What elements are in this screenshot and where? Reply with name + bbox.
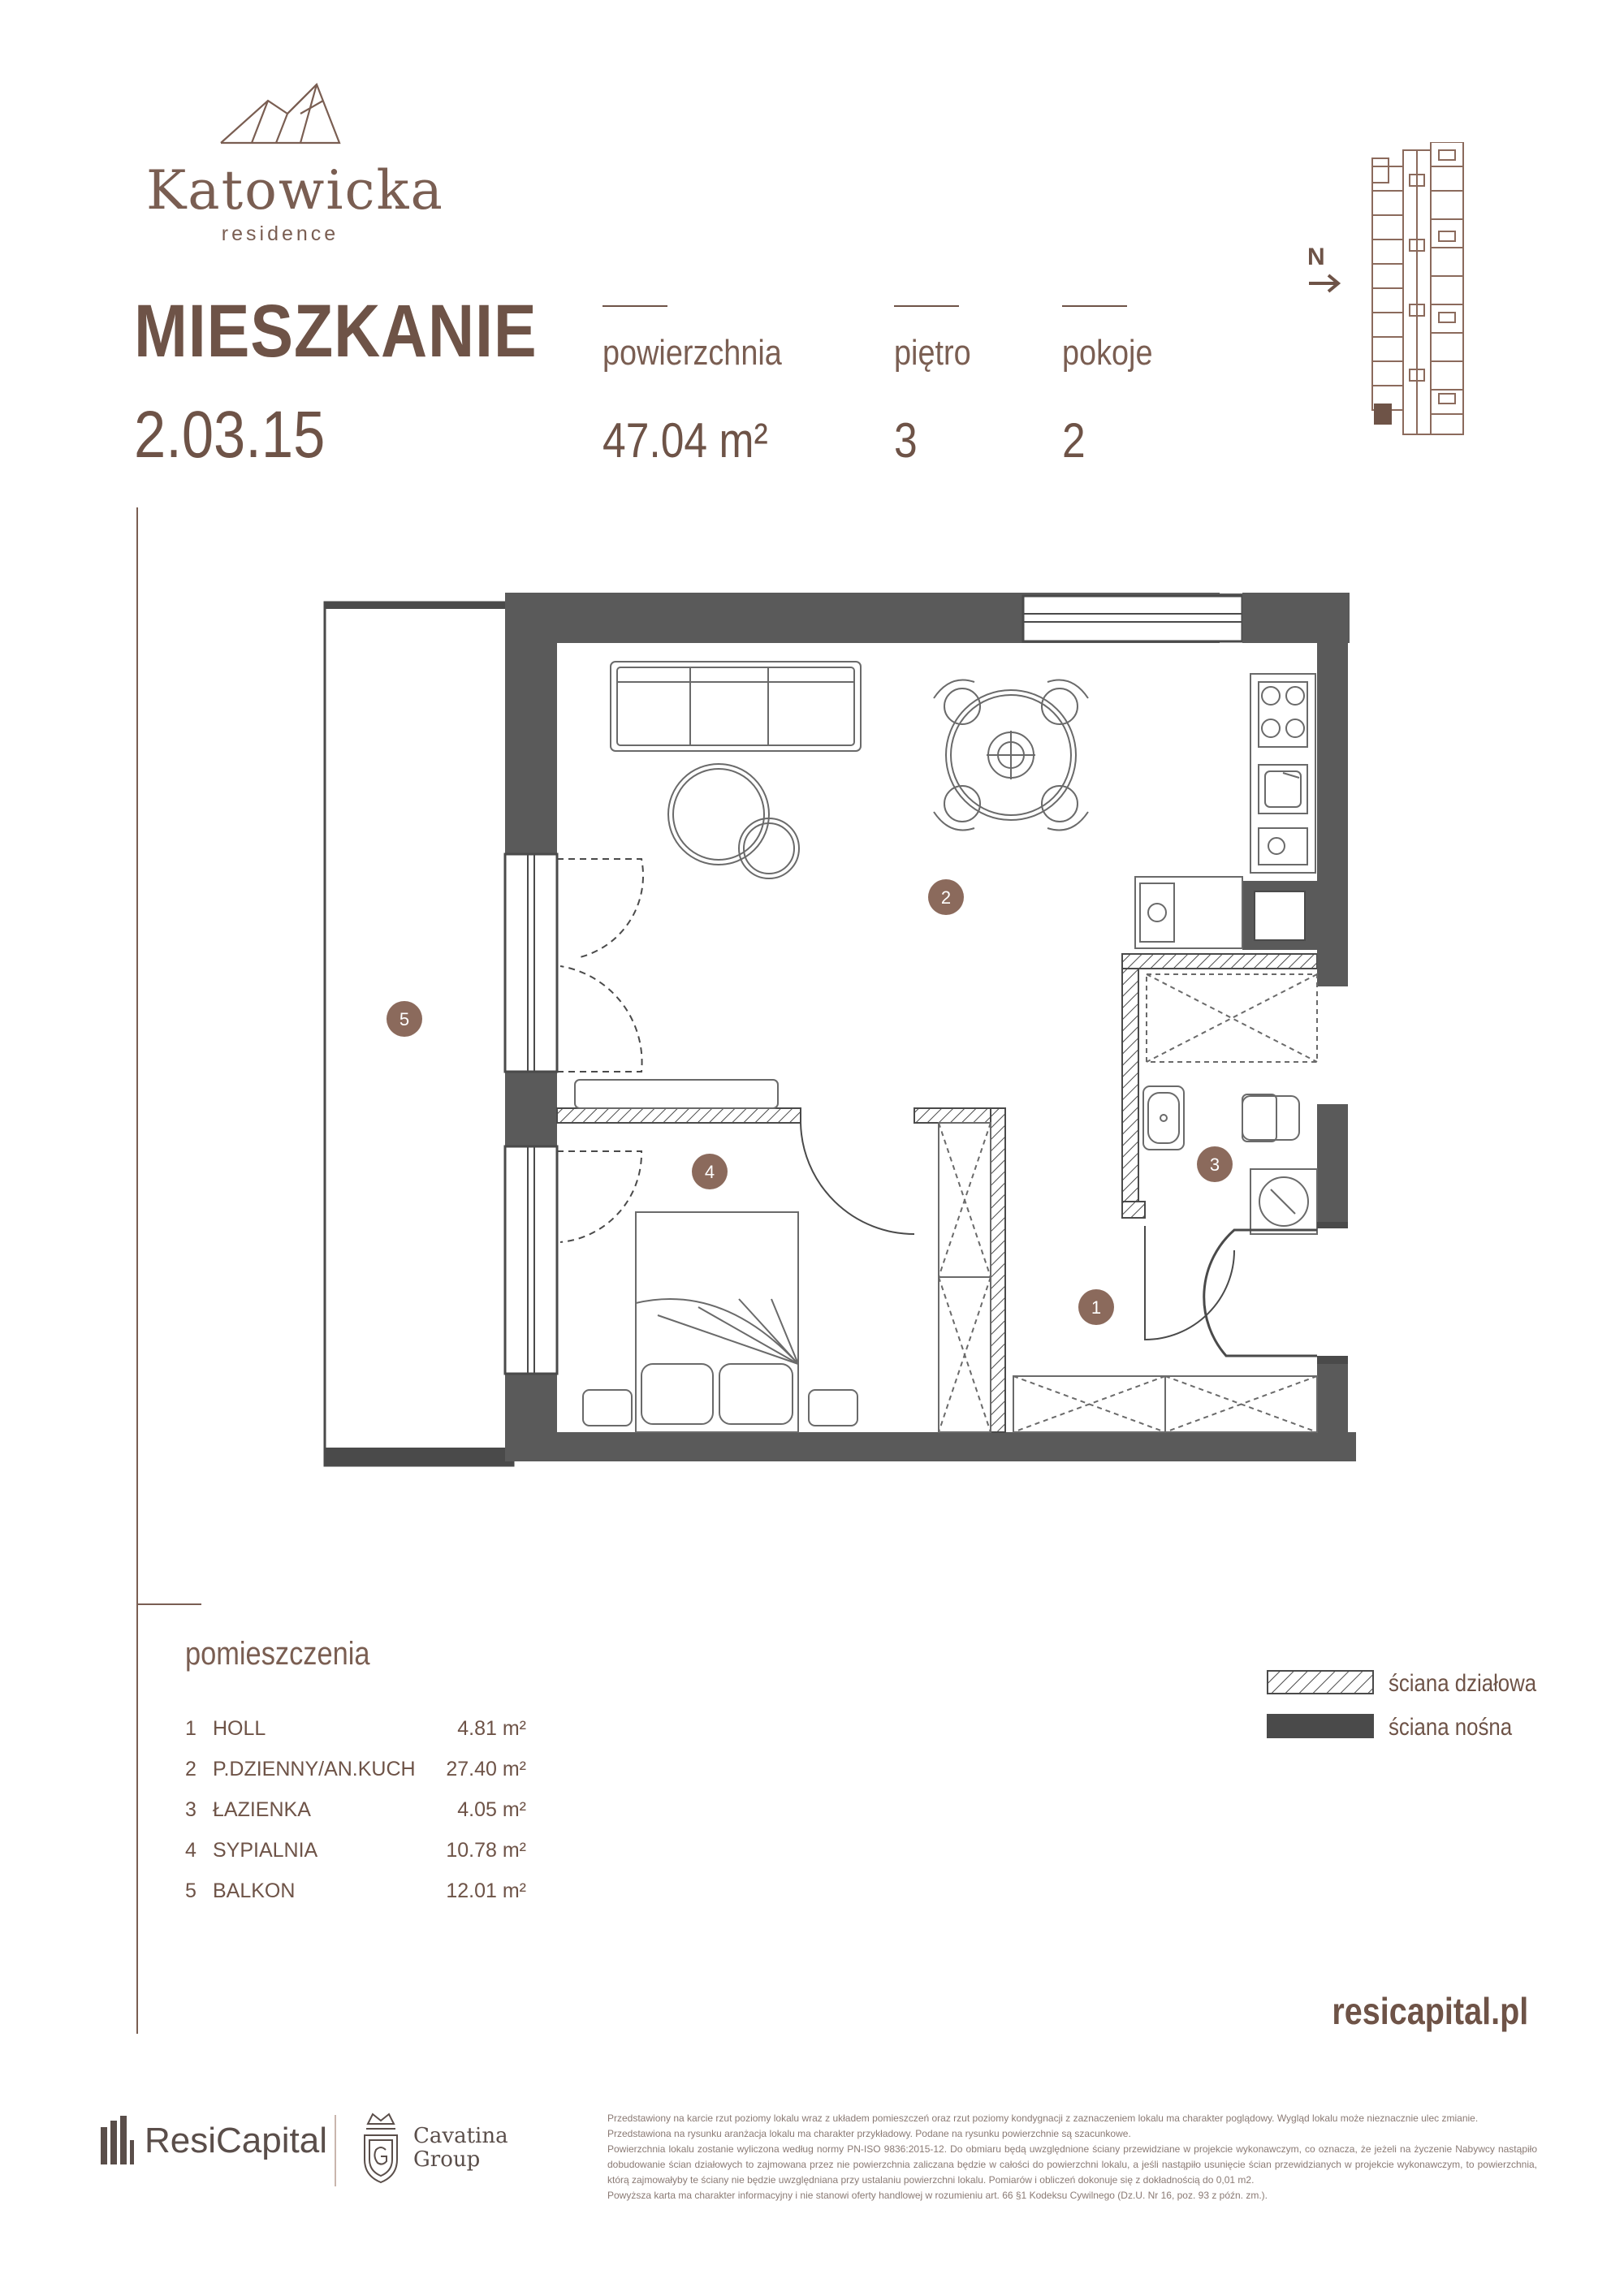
building-keyplan-icon bbox=[1364, 142, 1470, 442]
stat-value: 3 bbox=[894, 413, 918, 468]
room-area: 4.05 m² bbox=[457, 1798, 526, 1821]
legend-bearing-label: ściana nośna bbox=[1389, 1714, 1513, 1741]
bed bbox=[583, 1212, 857, 1432]
room-number: 4 bbox=[185, 1839, 197, 1862]
bearing-wall-swatch-icon bbox=[1267, 1714, 1374, 1738]
north-label: N bbox=[1307, 244, 1325, 270]
section-divider bbox=[136, 1603, 201, 1605]
room-name: BALKON bbox=[213, 1880, 296, 1902]
room-name: SYPIALNIA bbox=[213, 1839, 318, 1862]
room-number: 3 bbox=[185, 1798, 197, 1821]
room-row bbox=[185, 1798, 526, 1839]
stat-area bbox=[603, 305, 811, 468]
room-row bbox=[185, 1717, 526, 1758]
legend-partition-label: ściana działowa bbox=[1389, 1670, 1537, 1697]
room-area: 10.78 m² bbox=[446, 1839, 526, 1862]
dining-table bbox=[934, 680, 1088, 831]
room-row bbox=[185, 1880, 526, 1920]
cavatina-logo bbox=[360, 2111, 508, 2186]
stat-value: 2 bbox=[1062, 413, 1086, 468]
room-name: ŁAZIENKA bbox=[213, 1798, 311, 1821]
cavatina-line1: Cavatina bbox=[413, 2124, 508, 2149]
room-marker-2 bbox=[928, 879, 964, 915]
coffee-tables bbox=[668, 764, 799, 878]
resicapital-mark-icon bbox=[99, 2116, 135, 2166]
svg-text:5: 5 bbox=[399, 1009, 410, 1029]
disclaimer-line: Powyższa karta ma charakter informacyjny i nie stanowi oferty handlowej w rozumieniu art. 66 §1 Kodeksu Cywilnego (Dz.U. Nr 16, poz. 93 z późn. zm.). bbox=[607, 2190, 1268, 2201]
room-marker-5 bbox=[387, 1001, 422, 1037]
window-top bbox=[1023, 596, 1242, 641]
balcony bbox=[325, 602, 513, 1465]
resicapital-name: ResiCapital bbox=[145, 2121, 327, 2160]
rooms-title: pomieszczenia bbox=[185, 1636, 370, 1672]
brand-logo bbox=[146, 81, 444, 260]
cavatina-line2: Group bbox=[413, 2147, 481, 2172]
svg-text:3: 3 bbox=[1209, 1154, 1220, 1175]
room-area: 12.01 m² bbox=[446, 1880, 526, 1902]
page-title: MIESZKANIE bbox=[134, 290, 538, 373]
apartment-number: 2.03.15 bbox=[134, 398, 326, 472]
room-area: 27.40 m² bbox=[446, 1758, 526, 1780]
disclaimer-line: Powierzchnia lokalu zostanie wyliczona według normy PN-ISO 9836:2015-12. Do obmiaru będą uwzględnione ściany przewidziane w projekcie wykonawczym, co oznacza, że jeżeli na życzenie Nabywcy nastąpiło dobudowanie ścian działowych to zajmowana przez nie powierzchnia zaliczana będzie w całości do powierzchni lokalu, a jeśli nastąpiło usunięcie ścian przewidzianych w projekcie wykonawczym, to powierzchnia, którą zajmowałyby te ściany nie będzie uwzględniana przy ustalaniu powierzchni lokalu. Pomiarów i obliczeń dokonuje się z dokładnością do 0,01 m2. bbox=[607, 2143, 1537, 2186]
stat-rule bbox=[894, 305, 959, 307]
svg-text:1: 1 bbox=[1091, 1297, 1102, 1318]
stat-label: piętro bbox=[894, 333, 971, 373]
disclaimer-line: Przedstawiony na karcie rzut poziomy lokalu wraz z układem pomieszczeń oraz rzut poziomy kondygnacji z zaznaczeniem lokalu ma charakter poglądowy. Wygląd lokalu może nieznacznie ulec zmianie. bbox=[607, 2113, 1479, 2124]
bearing-walls bbox=[505, 593, 1356, 1461]
room-marker-4 bbox=[692, 1154, 728, 1189]
room-number: 1 bbox=[185, 1717, 197, 1740]
stat-rule bbox=[603, 305, 667, 307]
room-number: 5 bbox=[185, 1880, 197, 1902]
svg-text:4: 4 bbox=[704, 1162, 715, 1182]
stat-label: powierzchnia bbox=[603, 333, 782, 373]
sofa bbox=[611, 662, 861, 751]
footer-divider bbox=[335, 2115, 336, 2186]
north-indicator bbox=[1307, 244, 1343, 300]
website-link[interactable]: resicapital.pl bbox=[1332, 1990, 1528, 2032]
floor-plan bbox=[317, 585, 1356, 1470]
room-area: 4.81 m² bbox=[457, 1717, 526, 1740]
room-marker-3 bbox=[1197, 1146, 1233, 1182]
mountain-logo-icon bbox=[219, 81, 341, 146]
brand-subtitle: residence bbox=[221, 222, 339, 245]
stat-value: 47.04 m² bbox=[603, 413, 768, 468]
hall-wardrobe bbox=[1013, 1376, 1317, 1432]
partition-wall-swatch-icon bbox=[1267, 1670, 1374, 1694]
stat-rule bbox=[1062, 305, 1127, 307]
room-number: 2 bbox=[185, 1758, 197, 1780]
bathroom-fixtures bbox=[1143, 974, 1317, 1234]
room-row bbox=[185, 1839, 526, 1880]
stat-rooms bbox=[1062, 305, 1168, 468]
resicapital-logo bbox=[99, 2116, 327, 2166]
arrow-right-icon bbox=[1307, 271, 1343, 296]
rooms-list bbox=[185, 1717, 526, 1920]
room-name: HOLL bbox=[213, 1717, 266, 1740]
brand-name: Katowicka bbox=[146, 159, 444, 222]
room-row bbox=[185, 1758, 526, 1798]
wardrobe bbox=[939, 1123, 991, 1432]
stat-label: pokoje bbox=[1062, 333, 1153, 373]
disclaimer bbox=[607, 2111, 1537, 2203]
stat-floor bbox=[894, 305, 983, 468]
crest-icon bbox=[360, 2111, 402, 2186]
disclaimer-line: Przedstawiona na rysunku aranżacja lokalu ma charakter przykładowy. Podane na rysunku powierzchnie są szacunkowe. bbox=[607, 2128, 1131, 2139]
room-marker-1 bbox=[1078, 1289, 1114, 1325]
room-name: P.DZIENNY/AN.KUCH bbox=[213, 1758, 416, 1780]
page-divider bbox=[136, 507, 138, 2034]
svg-text:2: 2 bbox=[940, 887, 952, 908]
